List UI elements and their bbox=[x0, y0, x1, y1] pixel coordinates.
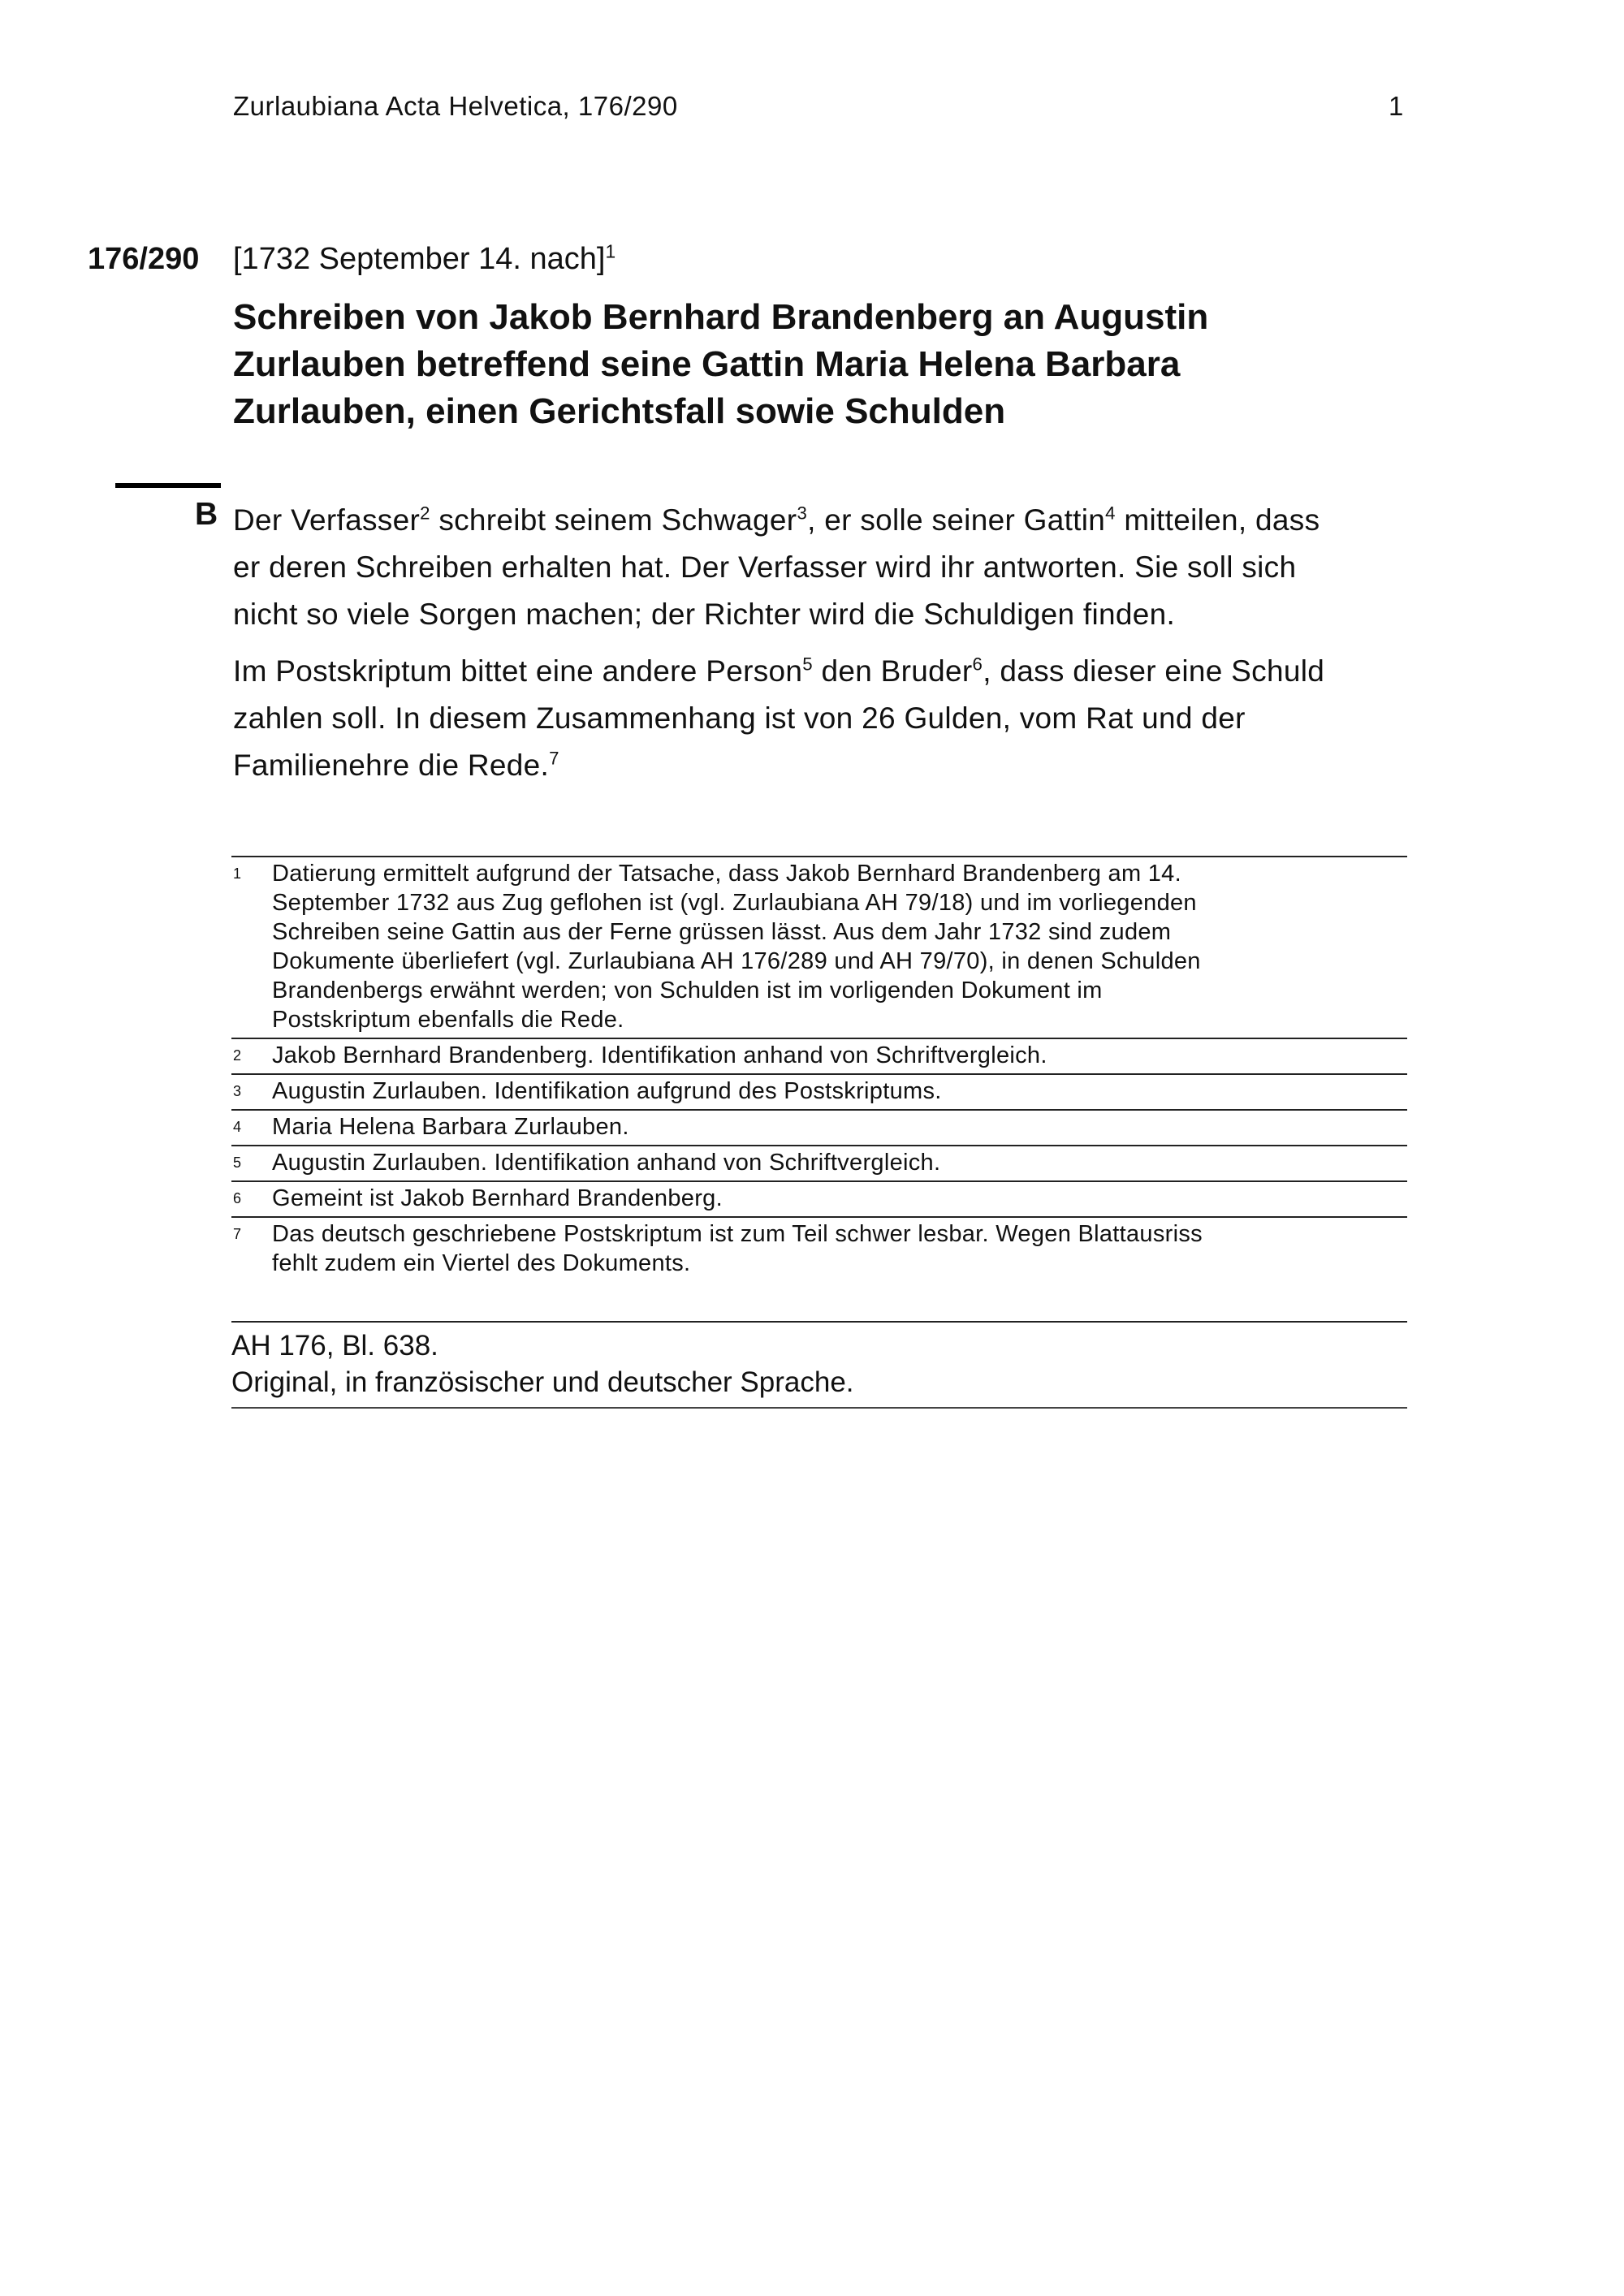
footnote-text: Jakob Bernhard Brandenberg. Identifikation anhand von Schriftvergleich. bbox=[272, 1042, 1047, 1068]
text: , dass dieser eine Schuld bbox=[983, 654, 1325, 688]
text: nicht so viele Sorgen machen; der Richter wird die Schuldigen finden. bbox=[233, 598, 1176, 631]
text: , er solle seiner Gattin bbox=[807, 503, 1106, 537]
archive-signature: AH 176, Bl. 638. bbox=[231, 1330, 438, 1362]
section-rule bbox=[115, 483, 221, 488]
footnote-text: Das deutsch geschriebene Postskriptum ist zum Teil schwer lesbar. Wegen Blattausriss bbox=[272, 1221, 1203, 1247]
footnote bbox=[231, 1073, 1407, 1109]
footnote-text: Maria Helena Barbara Zurlauben. bbox=[272, 1114, 629, 1140]
entry-number: 176/290 bbox=[88, 242, 200, 276]
entry-date bbox=[233, 242, 615, 277]
text: zahlen soll. In diesem Zusammenhang ist von 26 Gulden, vom Rat und der bbox=[233, 701, 1246, 735]
text: Im Postskriptum bittet eine andere Person bbox=[233, 654, 803, 688]
text: schreibt seinem Schwager bbox=[430, 503, 797, 537]
footnote bbox=[231, 856, 1407, 1038]
footnote-text: Brandenbergs erwähnt werden; von Schulden ist im vorligenden Dokument im bbox=[272, 978, 1103, 1003]
footnote-text: September 1732 aus Zug geflohen ist (vgl. Zurlaubiana AH 79/18) und im vorliegenden bbox=[272, 890, 1197, 916]
section-marker: B bbox=[195, 497, 218, 532]
footnote-number: 2 bbox=[233, 1047, 242, 1064]
footnote-text: Augustin Zurlauben. Identifikation aufgrund des Postskriptums. bbox=[272, 1078, 942, 1104]
footnote-text: Datierung ermittelt aufgrund der Tatsache, dass Jakob Bernhard Brandenberg am 14. bbox=[272, 861, 1181, 887]
footnote-text: fehlt zudem ein Viertel des Dokuments. bbox=[272, 1250, 691, 1276]
footnote-number: 4 bbox=[233, 1119, 242, 1135]
footnote-ref[interactable]: 1 bbox=[605, 240, 616, 262]
title-line: Schreiben von Jakob Bernhard Brandenberg an Augustin bbox=[233, 297, 1209, 337]
text: den Bruder bbox=[812, 654, 973, 688]
title-line: Zurlauben betreffend seine Gattin Maria Helena Barbara bbox=[233, 344, 1181, 384]
footnote bbox=[231, 1180, 1407, 1216]
footnote-number: 3 bbox=[233, 1083, 242, 1099]
source-description: Original, in französischer und deutscher Sprache. bbox=[231, 1366, 854, 1398]
text: mitteilen, dass bbox=[1115, 503, 1320, 537]
footnote-number: 5 bbox=[233, 1154, 242, 1171]
text: Familienehre die Rede. bbox=[233, 749, 550, 782]
footnote-number: 7 bbox=[233, 1226, 242, 1242]
entry-title bbox=[233, 294, 1451, 435]
summary-paragraph-1 bbox=[233, 497, 1419, 638]
running-header: Zurlaubiana Acta Helvetica, 176/290 bbox=[233, 91, 678, 121]
footnote-ref[interactable]: 4 bbox=[1105, 503, 1116, 524]
footnote-text: Schreiben seine Gattin aus der Ferne grüssen lässt. Aus dem Jahr 1732 sind zudem bbox=[272, 919, 1172, 945]
footnote bbox=[231, 1038, 1407, 1073]
footnote-ref[interactable]: 2 bbox=[420, 503, 430, 524]
text: Der Verfasser bbox=[233, 503, 421, 537]
footnote-number: 6 bbox=[233, 1190, 242, 1206]
footnote-text: Postskriptum ebenfalls die Rede. bbox=[272, 1007, 624, 1033]
date-text: [1732 September 14. nach] bbox=[233, 242, 606, 276]
footnote bbox=[231, 1145, 1407, 1180]
footnote-number: 1 bbox=[233, 865, 242, 882]
footnote bbox=[231, 1216, 1407, 1281]
source-info bbox=[231, 1321, 1407, 1409]
footnote-ref[interactable]: 3 bbox=[797, 503, 808, 524]
footnote-text: Dokumente überliefert (vgl. Zurlaubiana AH 176/289 und AH 79/70), in denen Schulden bbox=[272, 948, 1201, 974]
footnote-text: Augustin Zurlauben. Identifikation anhand von Schriftvergleich. bbox=[272, 1150, 941, 1176]
footnote bbox=[231, 1109, 1407, 1145]
footnote-ref[interactable]: 5 bbox=[802, 654, 813, 675]
footnote-text: Gemeint ist Jakob Bernhard Brandenberg. bbox=[272, 1185, 723, 1211]
text: er deren Schreiben erhalten hat. Der Verfasser wird ihr antworten. Sie soll sich bbox=[233, 550, 1297, 584]
summary-paragraph-2 bbox=[233, 648, 1419, 789]
title-line: Zurlauben, einen Gerichtsfall sowie Schulden bbox=[233, 391, 1006, 431]
footnotes bbox=[231, 856, 1407, 1281]
footnote-ref[interactable]: 6 bbox=[972, 654, 983, 675]
footnote-ref[interactable]: 7 bbox=[549, 748, 559, 769]
page-number: 1 bbox=[1389, 91, 1404, 121]
